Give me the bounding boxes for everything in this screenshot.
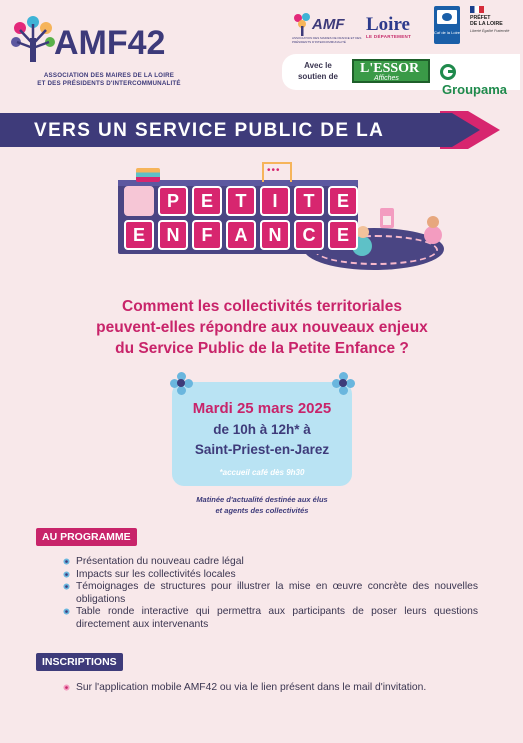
french-flag-icon — [470, 6, 484, 13]
prefet-line1: PRÉFET — [470, 15, 491, 21]
event-time: de 10h à 12h* à — [213, 422, 311, 437]
question-line1: Comment les collectivités territoriales — [122, 298, 402, 315]
caf-logo — [434, 6, 460, 44]
flower-bullet-icon — [63, 571, 70, 578]
letter-cell: E — [328, 186, 358, 216]
inscriptions-item-text: Sur l'application mobile AMF42 ou via le lien présent dans le mail d'invitation. — [76, 682, 427, 693]
prefet-logo — [470, 6, 520, 33]
question-line2: peuvent-elles répondre aux nouveaux enjeux — [96, 319, 428, 336]
tree-hands-icon — [8, 14, 58, 64]
letter-cell: C — [294, 220, 324, 250]
programme-item-text: Présentation du nouveau cadre légal — [76, 556, 244, 567]
flower-icon — [170, 372, 192, 394]
sponsor-box — [282, 54, 520, 98]
toy-blocks-icon — [136, 168, 160, 182]
letter-cell: E — [192, 186, 222, 216]
programme-heading: AU PROGRAMME — [36, 528, 137, 546]
event-place: Saint-Priest-en-Jarez — [194, 442, 330, 457]
caf-logo-text: Caf de la Loire — [434, 30, 461, 35]
amf-logo — [292, 10, 362, 44]
flower-bullet-icon — [63, 684, 70, 691]
event-date: Mardi 25 mars 2025 — [192, 400, 332, 417]
essor-logo-subtitle: Affiches — [374, 75, 399, 82]
loire-logo — [366, 14, 411, 39]
amf42-logo — [8, 10, 198, 90]
amf42-subtitle-line1: ASSOCIATION DES MAIRES DE LA LOIRE — [43, 72, 175, 79]
caf-emblem-icon — [437, 10, 457, 24]
flower-bullet-icon — [63, 583, 70, 590]
event-note: *accueil café dès 9h30 — [219, 468, 305, 477]
amf42-brand: AMF42 — [54, 24, 166, 62]
groupama-logo — [440, 63, 520, 99]
letter-cell: N — [158, 220, 188, 250]
programme-item-text: Témoignages de structures pour illustrer la mise en œuvre concrète des nouvelles obligations — [76, 581, 478, 605]
amf-tree-icon — [292, 12, 312, 36]
flower-bullet-icon — [63, 558, 70, 565]
letter-cell: P — [158, 186, 188, 216]
letter-cell: A — [226, 220, 256, 250]
child-icon — [424, 226, 442, 244]
main-question — [40, 296, 484, 359]
inscriptions-list — [56, 682, 486, 695]
letter-cell: E — [328, 220, 358, 250]
essor-logo-text: L'ESSOR — [360, 61, 420, 76]
groupama-g-icon — [440, 64, 456, 80]
banner-title: VERS UN SERVICE PUBLIC DE LA — [34, 120, 385, 141]
sponsor-label: Avec le soutien de — [297, 61, 338, 81]
letter-cell: E — [124, 220, 154, 250]
essor-logo — [352, 59, 430, 83]
title-banner — [0, 109, 523, 151]
programme-item — [56, 556, 478, 569]
letter-cell: T — [294, 186, 324, 216]
flower-icon — [332, 372, 354, 394]
partner-logos — [292, 6, 518, 46]
letter-cell: F — [192, 220, 222, 250]
amf42-subtitle-line2: ET DES PRÉSIDENTS D'INTERCOMMUNALITÉ — [37, 80, 181, 87]
inscriptions-heading: INSCRIPTIONS — [36, 653, 123, 671]
chair-icon — [380, 208, 394, 228]
letter-cell: T — [226, 186, 256, 216]
flower-bullet-icon — [63, 608, 70, 615]
audience-line1: Matinée d'actualité destinée aux élus — [196, 495, 328, 504]
programme-item — [56, 606, 478, 631]
groupama-logo-text: Groupama — [442, 82, 508, 98]
question-line3: du Service Public de la Petite Enfance ? — [115, 340, 409, 357]
letter-cell: N — [260, 220, 290, 250]
petite-enfance-illustration — [112, 150, 452, 280]
letter-cell: I — [260, 186, 290, 216]
event-date-card — [172, 382, 352, 486]
prefet-motto: Liberté Égalité Fraternité — [470, 29, 510, 33]
programme-list — [56, 556, 478, 631]
audience-line2: et agents des collectivités — [215, 506, 309, 515]
amf-logo-subtitle: ASSOCIATION DES MAIRES DE FRANCE ET DES PRÉSIDENTS D'INTERCOMMUNALITÉ — [292, 36, 362, 44]
programme-item — [56, 581, 478, 606]
abacus-icon — [262, 162, 292, 182]
inscriptions-item — [56, 682, 486, 695]
programme-item-text: Table ronde interactive qui permettra aux participants de poser leurs questions directement aux intervenants — [76, 606, 478, 630]
shelf-cell-empty — [124, 186, 154, 216]
loire-logo-text: Loire — [366, 14, 410, 35]
amf42-subtitle — [14, 72, 204, 88]
programme-item — [56, 569, 478, 582]
amf-logo-text: AMF — [312, 16, 345, 33]
prefet-line2: DE LA LOIRE — [470, 21, 503, 27]
programme-item-text: Impacts sur les collectivités locales — [76, 568, 236, 580]
loire-logo-subtitle: LE DÉPARTEMENT — [366, 34, 412, 39]
audience-note — [150, 494, 374, 516]
